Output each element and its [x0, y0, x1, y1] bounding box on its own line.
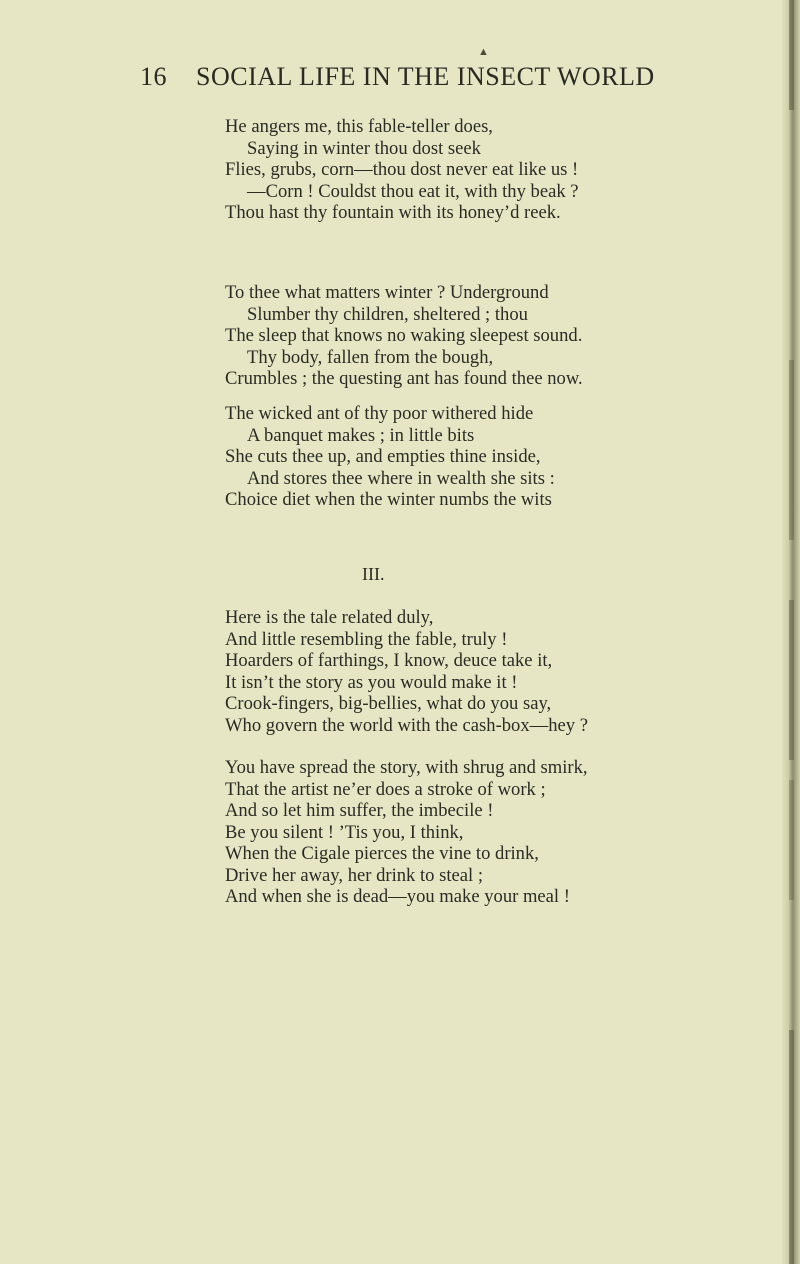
- verse-line: Thou hast thy fountain with its honey’d reek.: [225, 202, 561, 223]
- verse-line: Slumber thy children, sheltered ; thou: [247, 303, 528, 325]
- running-header: [140, 46, 655, 92]
- stanza: [225, 282, 745, 390]
- stanza: [225, 607, 745, 736]
- verse-line: Flies, grubs, corn—thou dost never eat like us !: [225, 159, 579, 180]
- verse-line: She cuts thee up, and empties thine inside,: [225, 446, 541, 467]
- verse-line: Crumbles ; the questing ant has found thee now.: [225, 368, 583, 389]
- edge-shadow: [789, 360, 794, 540]
- page-edge: [782, 0, 800, 1264]
- verse-line: —Corn ! Couldst thou eat it, with thy beak ?: [247, 180, 579, 202]
- verse-line: When the Cigale pierces the vine to drink,: [225, 843, 539, 864]
- ink-mark: ▲: [478, 46, 490, 58]
- verse-line: And little resembling the fable, truly !: [225, 628, 508, 650]
- verse-line: Who govern the world with the cash-box—hey ?: [225, 714, 588, 736]
- stanza: [225, 403, 745, 511]
- verse-line: Crook-fingers, big-bellies, what do you say,: [225, 693, 552, 714]
- edge-shadow: [789, 1030, 794, 1264]
- verse-line: The sleep that knows no waking sleepest sound.: [225, 325, 583, 346]
- edge-shadow: [789, 0, 794, 110]
- verse-line: He angers me, this fable-teller does,: [225, 116, 493, 137]
- verse-line: It isn’t the story as you would make it !: [225, 671, 518, 693]
- verse-line: Thy body, fallen from the bough,: [247, 346, 494, 368]
- verse-line: And stores thee where in wealth she sits :: [247, 467, 555, 489]
- verse-line: A banquet makes ; in little bits: [247, 424, 475, 446]
- verse-line: And so let him suffer, the imbecile !: [225, 800, 494, 821]
- page-number: 16: [140, 62, 167, 91]
- stanza: [225, 116, 745, 224]
- stanza: [225, 757, 745, 908]
- verse-line: To thee what matters winter ? Underground: [225, 282, 549, 303]
- verse-line: And when she is dead—you make your meal !: [225, 886, 570, 907]
- running-title: SOCIAL LIFE IN THE INSECT WORLD: [196, 62, 655, 91]
- verse-line: Saying in winter thou dost seek: [247, 137, 481, 159]
- verse-line: That the artist ne’er does a stroke of work ;: [225, 778, 546, 800]
- edge-shadow: [789, 600, 794, 760]
- verse-line: You have spread the story, with shrug and smirk,: [225, 757, 588, 778]
- verse-line: Here is the tale related duly,: [225, 607, 434, 628]
- verse-line: Drive her away, her drink to steal ;: [225, 864, 483, 886]
- edge-shadow: [789, 780, 794, 900]
- verse-line: Hoarders of farthings, I know, deuce take it,: [225, 650, 553, 671]
- verse-line: Be you silent ! ’Tis you, I think,: [225, 821, 464, 843]
- verse-line: Choice diet when the winter numbs the wits: [225, 489, 552, 510]
- verse-line: The wicked ant of thy poor withered hide: [225, 403, 534, 424]
- section-heading: III.: [362, 564, 385, 584]
